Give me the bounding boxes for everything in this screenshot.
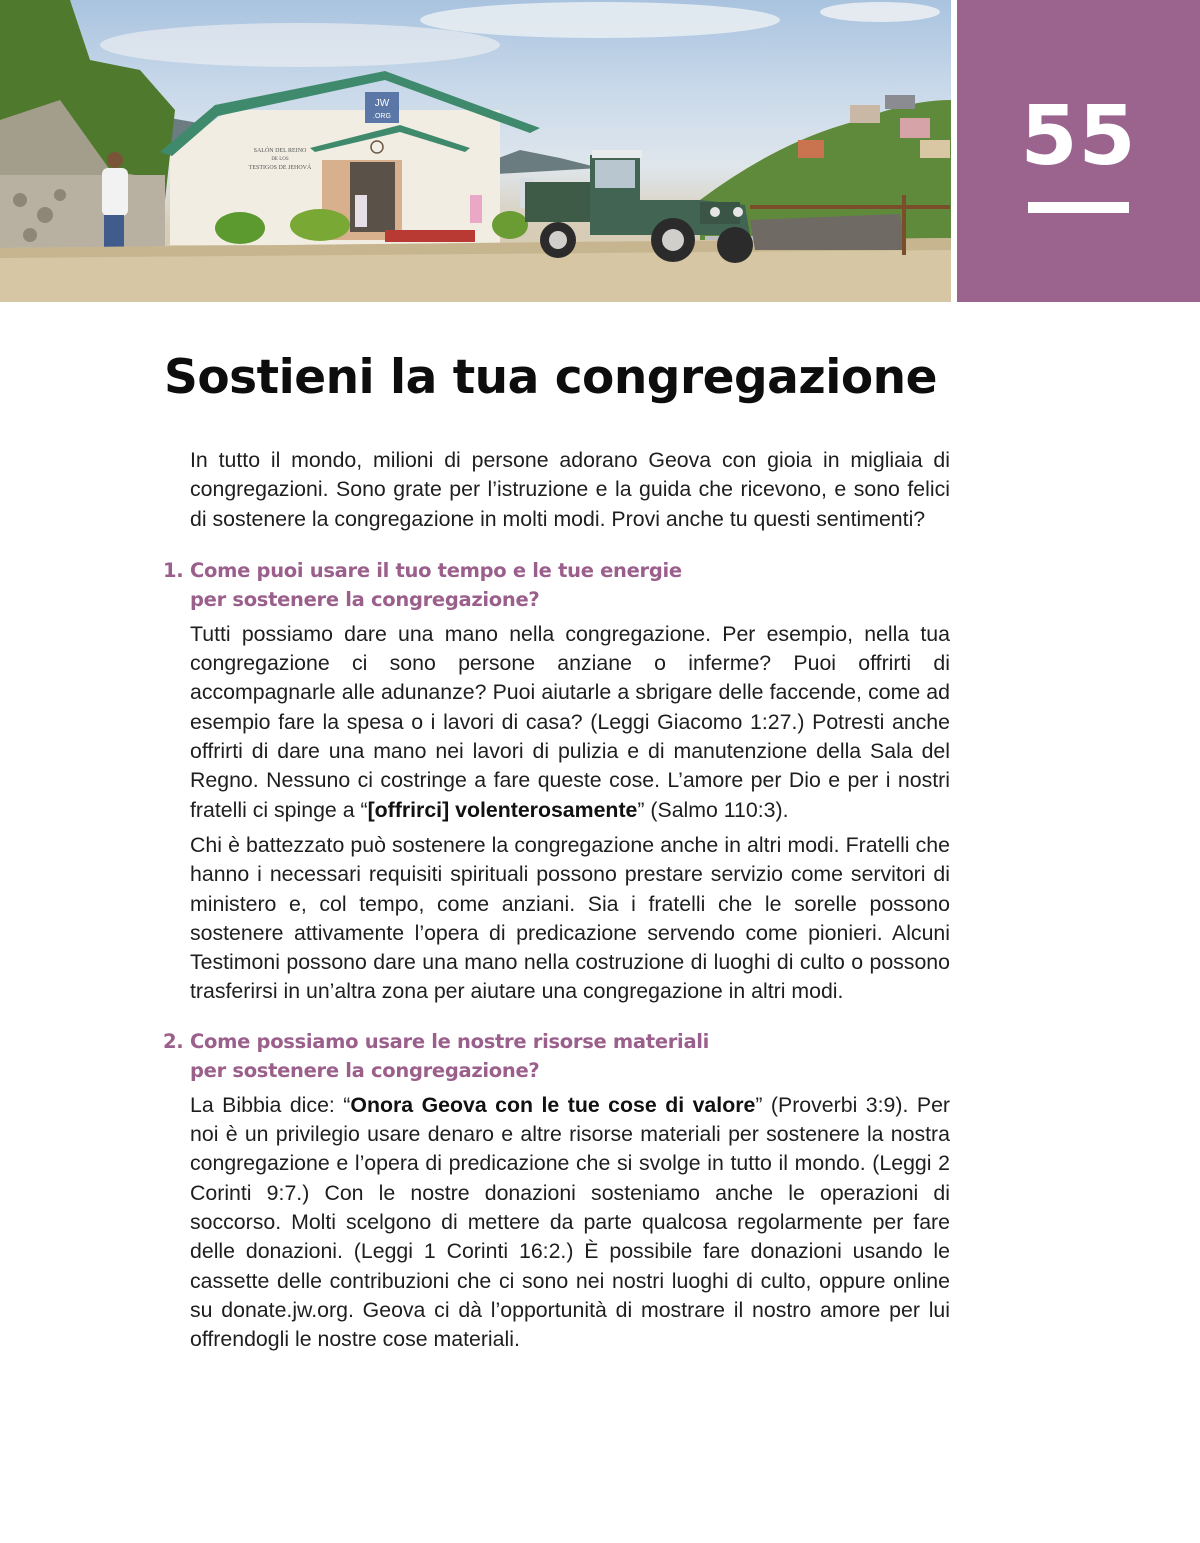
section-2-paragraph-1 — [190, 1091, 950, 1355]
scripture-quote: Onora Geova con le tue cose di valore — [350, 1092, 756, 1117]
paragraph-text: La Bibbia dice: “ — [190, 1092, 351, 1117]
svg-text:SALÓN DEL REINO: SALÓN DEL REINO — [253, 148, 307, 154]
question-number: 1. — [163, 558, 184, 582]
scripture-quote: [offrirci] volenterosamente — [367, 797, 638, 822]
section-1 — [163, 556, 950, 1007]
header-photo — [0, 0, 951, 302]
page-title: Sostieni la tua congregazione — [164, 350, 937, 405]
chapter-number: 55 — [1020, 89, 1137, 184]
question-number: 2. — [163, 1029, 184, 1053]
question-line-2: per sostenere la congregazione? — [190, 1058, 540, 1082]
section-2-question — [163, 1027, 950, 1085]
intro-paragraph: In tutto il mondo, milioni di persone adorano Geova con gioia in migliaia di congregazioni. Sono grate per l’istruzione e la guida che ricevono, e sono felici di sostenere la congregazione in molti modi. Provi anche tu questi sentimenti? — [190, 448, 950, 531]
svg-text:JW: JW — [374, 98, 390, 109]
question-line-2: per sostenere la congregazione? — [190, 587, 540, 611]
section-2 — [163, 1027, 951, 1355]
chapter-number-underline — [1028, 202, 1129, 213]
lesson-content — [163, 446, 951, 1374]
question-line-1: Come possiamo usare le nostre risorse materiali — [190, 1029, 710, 1053]
question-line-1: Come puoi usare il tuo tempo e le tue energie — [190, 558, 682, 582]
kingdom-hall-illustration — [0, 0, 951, 302]
chapter-number-panel — [957, 0, 1200, 302]
svg-text:TESTIGOS DE JEHOVÁ: TESTIGOS DE JEHOVÁ — [248, 165, 312, 171]
svg-text:.ORG: .ORG — [373, 113, 391, 120]
section-1-paragraph-1 — [190, 620, 950, 825]
section-1-question — [163, 556, 950, 614]
section-1-paragraph-2: Chi è battezzato può sostenere la congregazione anche in altri modi. Fratelli che hanno i necessari requisiti spirituali possono prestare servizio come servitori di ministero e, col tempo, come anziani. Sia i fratelli che le sorelle possono sostenere attivamente l’opera di predicazione servendo come pionieri. Alcuni Testimoni possono dare una mano nella costruzione di luoghi di culto o possono trasferirsi in un’altra zona per aiutare una congregazione in altri modi. — [190, 832, 950, 1004]
paragraph-text: Tutti possiamo dare una mano nella congregazione. Per esempio, nella tua congregazione ci sono persone anziane o inferme? Puoi offrirti di accompagnarle alle adunanze? Puoi aiutarle a sbrigare delle faccende, come ad esempio fare la spesa o i lavori di casa? (Leggi Giacomo 1:27.) Potresti anche offrirti di dare una mano nei lavori di pulizia e di manutenzione della Sala del Regno. Nessuno ci costringe a fare queste cose. L’amore per Dio e per i nostri fratelli ci spinge a “ — [190, 621, 950, 822]
svg-text:DE LOS: DE LOS — [271, 157, 289, 162]
paragraph-text: ” (Salmo 110:3). — [637, 797, 789, 822]
paragraph-text: ” (Proverbi 3:9). Per noi è un privilegio usare denaro e altre risorse materiali per sostenere la nostra congregazione e l’opera di predicazione che si svolge in tutto il mondo. (Leggi 2 Corinti 9:7.) Con le nostre donazioni sosteniamo anche le operazioni di soccorso. Molti scelgono di mettere da parte qualcosa regolarmente per fare delle donazioni. (Leggi 1 Corinti 16:2.) È possibile fare donazioni usando le cassette delle contribuzioni che ci sono nei nostri luoghi di culto, oppure online su donate.jw.org. Geova ci dà l’opportunità di mostrare il nostro amore per lui offrendogli le nostre cose materiali. — [190, 1092, 951, 1352]
